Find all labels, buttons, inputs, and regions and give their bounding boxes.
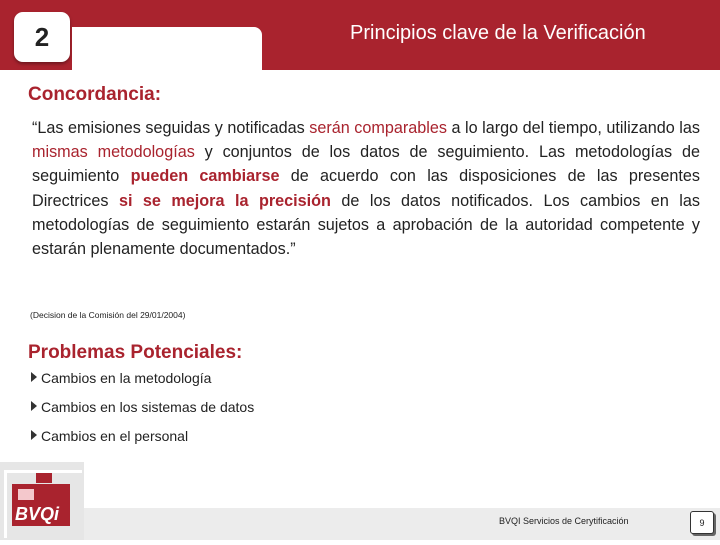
header-tab <box>72 27 262 70</box>
quote-text: y conjuntos de los datos de seguimiento. Las metodologías de seguimiento <box>32 143 700 186</box>
concordancia-heading: Concordancia: <box>28 84 162 105</box>
quote-text: de acuerdo con las disposiciones de las presentes Directrices <box>32 167 700 210</box>
bullet-triangle-icon <box>31 372 37 382</box>
quote-highlight: si se mejora la precisión <box>118 191 331 210</box>
list-item <box>31 370 254 399</box>
slide-number-badge: 2 <box>14 12 70 62</box>
logo-panel <box>0 462 84 540</box>
page-number: 9 <box>690 511 714 534</box>
list-item-label: Cambios en los sistemas de datos <box>41 399 255 415</box>
quote-text: “Las emisiones seguidas y notificadas <box>32 119 310 137</box>
list-item-label: Cambios en la metodología <box>41 370 212 386</box>
bullet-triangle-icon <box>31 401 37 411</box>
bullet-triangle-icon <box>31 430 37 440</box>
list-item-label: Cambios en el personal <box>41 428 189 444</box>
concordancia-quote <box>32 116 700 261</box>
quote-highlight: serán comparables <box>309 119 447 137</box>
footer-text: BVQI Servicios de Cerytificación <box>499 516 629 526</box>
quote-highlight: mismas metodologías <box>32 143 195 162</box>
list-item <box>31 428 254 457</box>
problemas-list <box>31 370 254 457</box>
svg-text:BVQi: BVQi <box>15 504 60 524</box>
bvqi-logo-icon <box>0 462 84 540</box>
slide-title: Principios clave de la Verificación <box>350 22 646 44</box>
citation: (Decision de la Comisión del 29/01/2004) <box>30 310 186 320</box>
problemas-heading: Problemas Potenciales: <box>28 342 243 363</box>
header-bar <box>0 0 720 70</box>
quote-text: de los datos notificados. Los cambios en las metodologías de seguimiento estarán sujetos a aprobación de la autoridad competente y estarán plenamente documentados.” <box>32 191 700 259</box>
quote-highlight: pueden cambiarse <box>130 167 280 186</box>
quote-text: a lo largo del tiempo, utilizando las <box>446 119 700 137</box>
list-item <box>31 399 254 428</box>
